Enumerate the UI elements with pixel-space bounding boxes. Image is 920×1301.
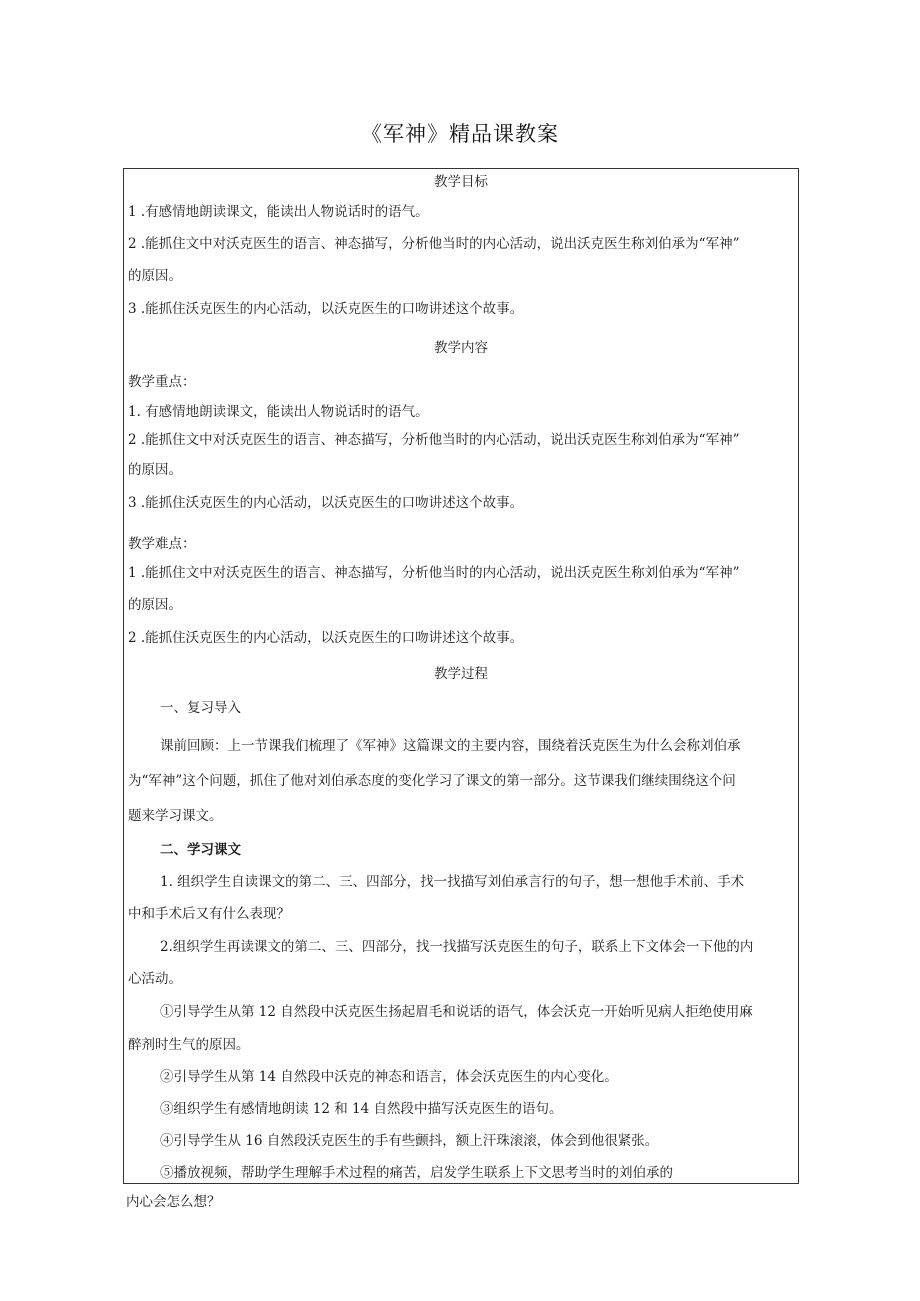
step1-line-1: 1. 组织学生自读课文的第二、三、四部分，找一找描写刘伯承言行的句子，想一想他手术前、手术 [160, 874, 745, 890]
objectives-heading: 教学目标 [434, 174, 488, 190]
section1-text-1: 课前回顾：上一节课我们梳理了《军神》这篇课文的主要内容，围绕着沃克医生为什么会称刘伯承 [160, 738, 741, 754]
substep2: ②引导学生从第 14 自然段中沃克的神态和语言，体会沃克医生的内心变化。 [160, 1069, 618, 1085]
substep5: ⑤播放视频，帮助学生理解手术过程的痛苦，启发学生联系上下文思考当时的刘伯承的 [160, 1165, 673, 1181]
key-point-2-cont: 的原因。 [128, 462, 182, 478]
section1-title: 一、复习导入 [160, 700, 241, 716]
page-title: 《军神》精品课教案 [361, 122, 559, 146]
substep4: ④引导学生从 16 自然段沃克医生的手有些颤抖，额上汗珠滚滚，体会到他很紧张。 [160, 1133, 659, 1149]
substep1-line-1: ①引导学生从第 12 自然段中沃克医生扬起眉毛和说话的语气，体会沃克一开始听见病人拒绝使用麻 [160, 1004, 753, 1020]
step2-line-1: 2.组织学生再读课文的第二、三、四部分，找一找描写沃克医生的句子，联系上下文体会一下他的内 [160, 939, 754, 955]
section2-title: 二、学习课文 [160, 842, 241, 858]
difficult-point-2: 2 .能抓住沃克医生的内心活动，以沃克医生的口吻讲述这个故事。 [128, 630, 524, 646]
key-point-2: 2 .能抓住文中对沃克医生的语言、神态描写，分析他当时的内心活动，说出沃克医生称刘伯承为“军神” [128, 432, 740, 448]
overflow-line: 内心会怎么想？ [126, 1194, 221, 1210]
objective-line-2-cont: 的原因。 [128, 268, 182, 284]
key-point-3: 3 .能抓住沃克医生的内心活动，以沃克医生的口吻讲述这个故事。 [128, 495, 524, 511]
section1-text-3: 题来学习课文。 [128, 808, 223, 824]
substep1-line-2: 醉剂时生气的原因。 [128, 1037, 250, 1053]
difficult-point-1: 1 .能抓住文中对沃克医生的语言、神态描写，分析他当时的内心活动，说出沃克医生称刘伯承为“军神” [128, 565, 740, 581]
step2-line-2: 心活动。 [128, 971, 182, 987]
key-points-label: 教学重点： [128, 374, 196, 390]
content-heading: 教学内容 [434, 340, 488, 356]
objective-line-3: 3 .能抓住沃克医生的内心活动，以沃克医生的口吻讲述这个故事。 [128, 301, 524, 317]
difficult-point-1-cont: 的原因。 [128, 597, 182, 613]
process-heading: 教学过程 [434, 666, 488, 682]
objective-line-2: 2 .能抓住文中对沃克医生的语言、神态描写，分析他当时的内心活动，说出沃克医生称刘伯承为“军神” [128, 236, 740, 252]
substep3: ③组织学生有感情地朗读 12 和 14 自然段中描写沃克医生的语句。 [160, 1101, 563, 1117]
section1-text-2: 为“军神”这个问题，抓住了他对刘伯承态度的变化学习了课文的第一部分。这节课我们继续围绕这个问 [128, 773, 736, 789]
objective-line-1: 1 .有感情地朗读课文，能读出人物说话时的语气。 [128, 204, 429, 220]
key-point-1: 1. 有感情地朗读课文，能读出人物说话时的语气。 [128, 404, 429, 420]
difficult-points-label: 教学难点： [128, 536, 196, 552]
step1-line-2: 中和手术后又有什么表现？ [128, 906, 290, 922]
